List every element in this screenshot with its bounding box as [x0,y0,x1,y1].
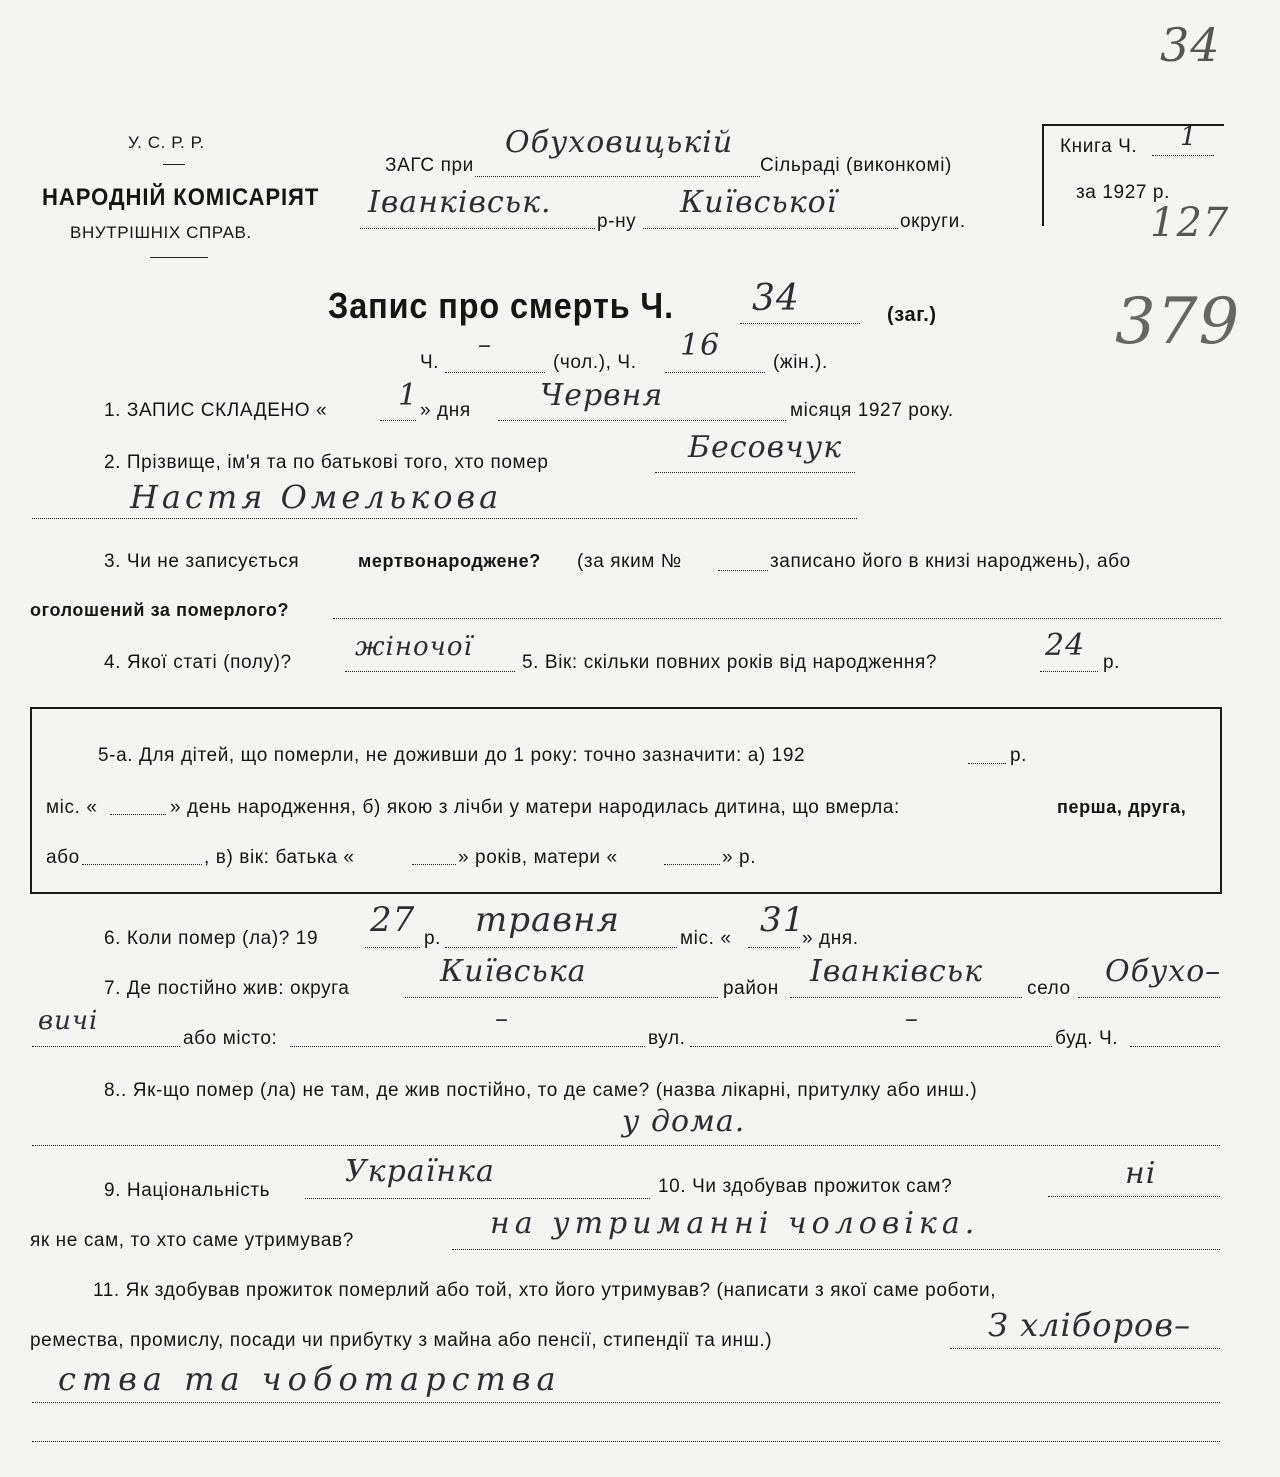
f5a-line1: 5-а. Для дітей, що померли, не доживши до 1 року: точно зазначити: а) 192 [98,745,806,766]
f7-vul-label: вул. [648,1028,686,1049]
f11-line1: 11. Як здобував прожиток померлий або той, хто його утримував? (написати з якої саме роботи, [93,1280,997,1301]
margin-note-mid: 127 [1150,200,1230,246]
f7-okrug-line [405,997,718,998]
internal-affairs-label: ВНУТРІШНІХ СПРАВ. [70,223,252,242]
f7-vul-line [690,1046,1052,1047]
zags-value: Обуховицькій [505,125,734,160]
f8-value: у дома. [622,1104,746,1139]
margin-note-top: 34 [1160,18,1221,72]
zags-label: ЗАГС при [385,155,474,176]
f7-okrug: Київська [440,954,587,989]
f7-misto: – [495,1004,509,1034]
okrug-line [643,228,898,229]
f9-value: Українка [345,1154,495,1189]
council-label: Сільраді (виконкомі) [760,155,952,176]
f1-end: місяця 1927 року. [790,400,954,421]
year-label: за 1927 р. [1076,182,1170,203]
f2-name: Настя Омелькова [130,478,503,516]
f4-value: жіночої [355,632,473,662]
f6-month: травня [475,900,620,940]
f8-label: 8.. Як-що помер (ла) не там, де жив постійно, то де саме? (назва лікарні, притулку або инш.) [104,1080,978,1101]
f11-line2: ремества, промислу, посади чи прибутку з майна або пенсії, стипендії та инш.) [30,1330,773,1351]
f5-value: 24 [1045,628,1086,663]
f7-rayon: Іванківськ [810,954,983,989]
f5a-line3-d: » р. [722,847,757,868]
f11-line-a [950,1348,1220,1349]
f5a-line3-c: » років, матери « [458,847,618,868]
f10b-label: як не сам, то хто саме утримував? [30,1230,354,1251]
f5a-line3-a: або [46,847,80,868]
f6-day: 31 [760,900,806,940]
f7-selo2-line [32,1046,180,1047]
f4-line [345,671,515,672]
f6-month-line [445,947,677,948]
f10-value: ні [1125,1156,1157,1191]
f5a-line3-b: , в) вік: батька « [204,847,355,868]
page-title: Запис про смерть Ч. [328,285,675,326]
divider [163,164,185,165]
f7-bud-line [1130,1046,1220,1047]
title-number-line [740,323,860,324]
f2-line1 [655,472,855,473]
f5a-year-line [968,763,1006,764]
okrug-label: округи. [900,211,966,232]
book-line [1152,155,1214,156]
f5a-mother-line [664,864,720,865]
f5a-line1-end: р. [1010,745,1028,766]
f7-selo: Обухо– [1105,954,1222,989]
zags-line [475,176,760,177]
male-count: – [478,330,492,360]
f2-surname: Бесовчук [688,430,843,465]
f7-selo2: вичі [38,1006,99,1036]
okrug-value: Київської [680,185,838,220]
f6-year-line [365,947,420,948]
f4-label: 4. Якої статі (полу)? [104,652,292,673]
f6-r: р. [424,928,442,949]
district-label: р-ну [597,211,637,232]
f7-label: 7. Де постійно жив: округа [104,978,350,999]
f1-day-line [380,420,416,421]
f3-line2-bold: оголошений за померлого? [30,600,290,620]
f6-year: 27 [370,900,416,940]
f3-bold: мертвонароджене? [358,551,541,571]
f1-day: 1 [398,378,419,413]
f5a-line2-bold: перша, друга, [1057,797,1187,817]
f9-label: 9. Національність [104,1180,271,1201]
f6-end: » дня. [802,928,859,949]
ch-prefix: Ч. [420,352,440,373]
f1-mid: » дня [420,400,471,421]
f7-bud-label: буд. Ч. [1055,1028,1119,1049]
f1-month: Червня [540,378,664,413]
f10-label: 10. Чи здобував прожиток сам? [658,1176,953,1197]
f11-value2: ства та чоботарства [58,1360,562,1398]
female-count: 16 [680,328,721,363]
f2-label: 2. Прізвище, ім'я та по батькові того, хто помер [104,452,549,473]
ussr-label: У. С. Р. Р. [128,133,205,152]
book-label: Книга Ч. [1060,136,1138,157]
f6-label: 6. Коли помер (ла)? 19 [104,928,319,949]
f7-misto-line [290,1046,645,1047]
f6-mis: міс. « [680,928,732,949]
f5a-or-line [82,864,202,865]
f11-value1: З хліборов– [988,1306,1191,1344]
f1-label: 1. ЗАПИС СКЛАДЕНО « [104,400,328,421]
title-suffix: (заг.) [887,304,937,326]
title-number: 34 [752,278,800,319]
f3-line1: 3. Чи не записується [104,551,300,572]
f2-line2 [32,518,857,519]
f7-vul: – [905,1004,919,1034]
district-value: Іванківськ. [368,185,552,220]
f7-selo-line [1078,997,1220,998]
f10b-value: на утриманні чоловіка. [490,1206,980,1241]
female-label: (жін.). [773,352,828,373]
f8-line [32,1145,1220,1146]
commissariat-title: НАРОДНІЙ КОМІСАРІЯТ [42,184,320,211]
f7-rayon-line [790,997,1022,998]
female-line [665,372,765,373]
f5a-father-line [412,864,456,865]
f3-line1c: записано його в книзі народжень), або [770,551,1131,572]
f5-end: р. [1103,652,1121,673]
divider [150,257,208,258]
f7-selo-label: село [1027,978,1071,999]
f5a-month-line [110,814,166,815]
margin-note-low: 379 [1115,285,1241,359]
f7-rayon-label: район [723,978,779,999]
f10b-line [452,1249,1220,1250]
male-label: (чол.), Ч. [553,352,637,373]
f5-label: 5. Вік: скільки повних років від народження? [522,652,938,673]
f5-line [1040,671,1098,672]
f7-misto-label: або місто: [183,1028,278,1049]
f3-line1b: (за яким № [577,551,682,572]
f5a-line2-b: » день народження, б) якою з лічби у матери народилась дитина, що вмерла: [170,797,900,818]
district-line [360,228,595,229]
f6-day-line [748,947,800,948]
book-value: 1 [1180,122,1198,152]
f3-num-line [718,570,768,571]
f9-line [305,1198,650,1199]
f10-line [1048,1196,1220,1197]
f5a-line2-a: міс. « [46,797,98,818]
f11-line-b [32,1402,1220,1403]
f1-month-line [498,420,786,421]
f3-line2 [333,618,1221,619]
male-line [445,372,545,373]
f11-line-c [32,1441,1220,1442]
